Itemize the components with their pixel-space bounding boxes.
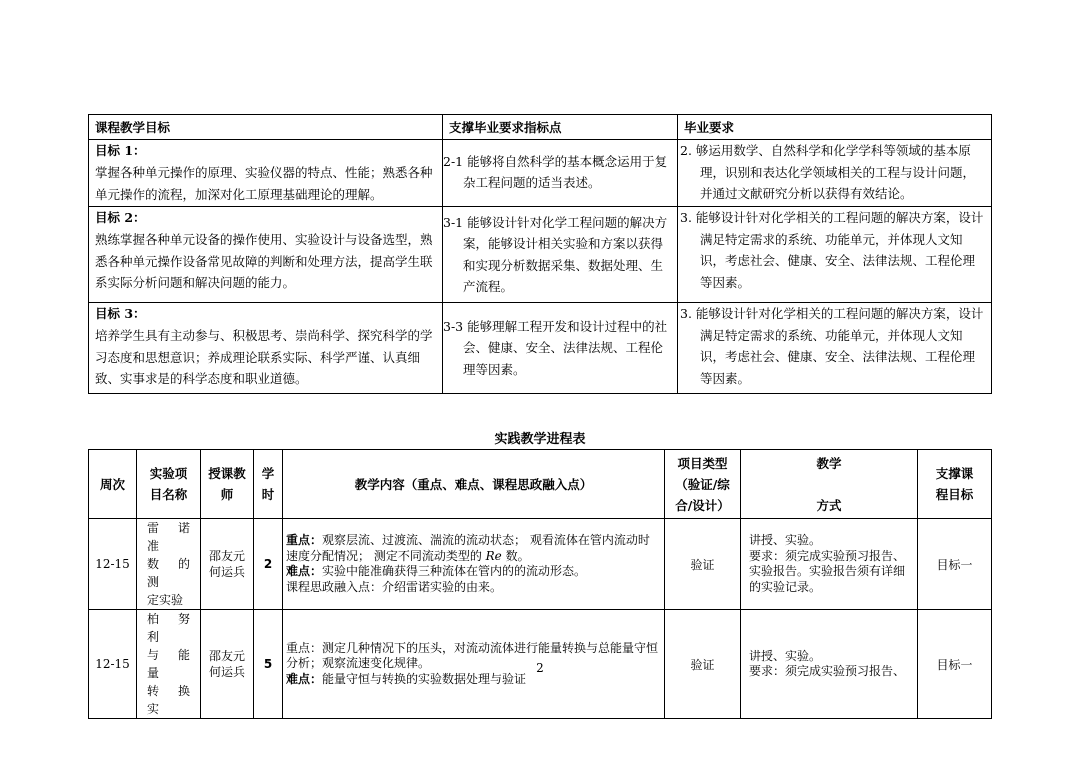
- indicator-cell: [443, 207, 678, 303]
- header-exp-name: 实验项 目名称: [137, 450, 201, 519]
- indicator-text: 2-1 能够将自然科学的基本概念运用于复杂工程问题的适当表述。: [443, 153, 668, 190]
- requirement-text: 3. 能够设计针对化学相关的工程问题的解决方案，设计满足特定需求的系统、功能单元，并体现人文知识，考虑社会、健康、安全、法律法规、工程伦理等因素。: [680, 210, 984, 290]
- table-row: [89, 140, 992, 207]
- exp-name-cell: 柏 努 利 与 能 量 转 换 实: [137, 610, 201, 719]
- goal-cell: [89, 303, 443, 394]
- difficulty-point: 难点：能量守恒与转换的实验数据处理与验证: [286, 671, 527, 686]
- header-requirement: 毕业要求: [678, 115, 992, 140]
- difficulty-point: 难点：实验中能准确获得三种流体在管内的的流动形态。: [286, 564, 587, 578]
- method-cell: 讲授、实验。 要求：须完成实验预习报告、: [741, 610, 918, 719]
- table-row: [89, 519, 992, 610]
- indicator-text: 3-1 能够设计针对化学工程问题的解决方案，能够设计相关实验和方案以获得和实现分析数据采集、数据处理、生产流程。: [443, 214, 668, 294]
- indicator-text: 3-3 能够理解工程开发和设计过程中的社会、健康、安全、法律法规、工程伦理等因素。: [443, 318, 668, 377]
- requirement-text: 2. 够运用数学、自然科学和化学学科等领域的基本原理，识别和表达化学领域相关的工程与设计问题，并通过文献研究分析以获得有效结论。: [680, 143, 976, 201]
- method-cell: 讲授、实验。 要求：须完成实验预习报告、实验报告。实验报告须有详细的实验记录。: [741, 519, 918, 610]
- schedule-title: 实践教学进程表: [494, 432, 586, 447]
- schedule-header-row: [89, 450, 992, 519]
- goal-cell: [89, 140, 443, 207]
- header-method: 教学 方式: [741, 450, 918, 519]
- header-type: 项目类型 （验证/综 合/设计）: [665, 450, 741, 519]
- requirement-cell: [678, 140, 992, 207]
- goal-cell: 目标一: [918, 519, 992, 610]
- goal-title: 目标 2：: [95, 210, 146, 225]
- indicator-cell: [443, 140, 678, 207]
- hours-cell: 2: [254, 519, 283, 610]
- goal-description: 培养学生具有主动参与、积极思考、崇尚科学、探究科学的学习态度和思想意识；养成理论联系实际、科学严谨、认真细致、实事求是的科学态度和职业道德。: [95, 328, 433, 386]
- exp-name-cell: 雷 诺 准 数 的 测 定实验: [137, 519, 201, 610]
- week-cell: 12-15: [89, 610, 137, 719]
- header-course-goal: 课程教学目标: [89, 115, 443, 140]
- requirement-cell: [678, 303, 992, 394]
- page-number: 2: [536, 661, 544, 675]
- header-teacher: 授课教 师: [201, 450, 254, 519]
- content-cell: [283, 519, 665, 610]
- type-cell: 验证: [665, 519, 741, 610]
- goal-title: 目标 1：: [95, 143, 146, 158]
- goal-cell: 目标一: [918, 610, 992, 719]
- schedule-table: [88, 449, 992, 719]
- goal-description: 掌握各种单元操作的原理、实验仪器的特点、性能；熟悉各种单元操作的流程，加深对化工原理基础理论的理解。: [95, 165, 433, 202]
- teacher-cell: 邵友元 何运兵: [201, 519, 254, 610]
- table-row: [89, 207, 992, 303]
- goal-description: 熟练掌握各种单元设备的操作使用、实验设计与设备选型，熟悉各种单元操作设备常见故障的判断和处理方法，提高学生联系实际分析问题和解决问题的能力。: [95, 232, 433, 290]
- key-point: 重点：观察层流、过渡流、湍流的流动状态； 观看流体在管内流动时速度分配情况； 测定不同流动类型的 Re 数。: [286, 533, 650, 563]
- week-cell: 12-15: [89, 519, 137, 610]
- table-row: [89, 303, 992, 394]
- header-goal: 支撑课 程目标: [918, 450, 992, 519]
- indicator-cell: [443, 303, 678, 394]
- header-content: 教学内容（重点、难点、课程思政融入点）: [283, 450, 665, 519]
- ideology-point: 课程思政融入点：介绍雷诺实验的由来。: [286, 579, 503, 594]
- objectives-table: [88, 114, 992, 394]
- key-point: 重点：测定几种情况下的压头，对流动流体进行能量转换与总能量守恒分析；观察流速变化规律。: [286, 640, 659, 671]
- goal-cell: [89, 207, 443, 303]
- requirement-text: 3. 能够设计针对化学相关的工程问题的解决方案，设计满足特定需求的系统、功能单元，并体现人文知识，考虑社会、健康、安全、法律法规、工程伦理等因素。: [680, 306, 984, 386]
- objectives-header-row: [89, 115, 992, 140]
- type-cell: 验证: [665, 610, 741, 719]
- header-indicator: 支撑毕业要求指标点: [443, 115, 678, 140]
- requirement-cell: [678, 207, 992, 303]
- header-hours: 学 时: [254, 450, 283, 519]
- teacher-cell: 邵友元 何运兵: [201, 610, 254, 719]
- hours-cell: 5: [254, 610, 283, 719]
- goal-title: 目标 3：: [95, 306, 146, 321]
- header-week: 周次: [89, 450, 137, 519]
